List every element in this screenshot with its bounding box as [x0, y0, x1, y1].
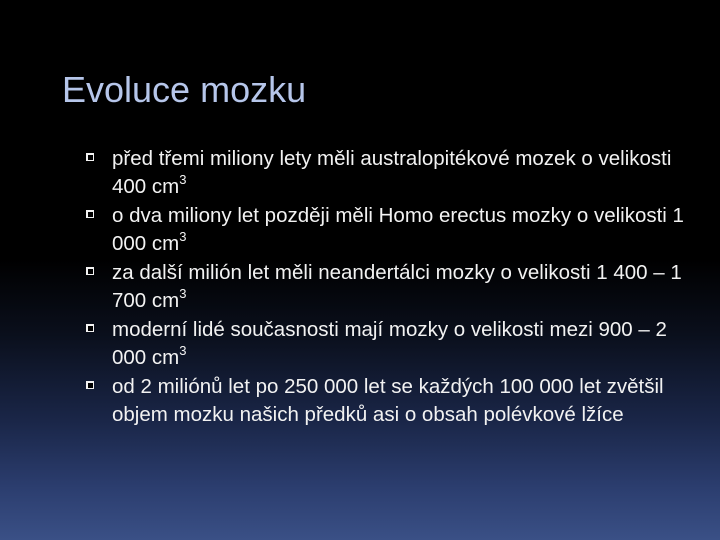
- bullet-superscript: 3: [179, 343, 187, 358]
- bullet-item: [86, 202, 692, 258]
- bullet-superscript: 3: [179, 286, 187, 301]
- bullet-superscript: 3: [179, 229, 187, 244]
- bullet-item: [86, 316, 692, 372]
- bullet-text: za další milión let měli neandertálci mozky o velikosti 1 400 – 1 700 cm: [112, 261, 682, 312]
- slide-title: Evoluce mozku: [62, 69, 307, 110]
- bullet-list: [86, 145, 692, 430]
- bullet-text: moderní lidé současnosti mají mozky o velikosti mezi 900 – 2 000 cm: [112, 318, 667, 369]
- square-bullet-icon: [86, 153, 94, 161]
- bullet-superscript: 3: [179, 172, 187, 187]
- bullet-item: [86, 145, 692, 201]
- bullet-text: o dva miliony let později měli Homo erectus mozky o velikosti 1 000 cm: [112, 204, 684, 255]
- square-bullet-icon: [86, 210, 94, 218]
- square-bullet-icon: [86, 324, 94, 332]
- bullet-text: před třemi miliony lety měli australopitékové mozek o velikosti 400 cm: [112, 147, 672, 198]
- square-bullet-icon: [86, 381, 94, 389]
- square-bullet-icon: [86, 267, 94, 275]
- bullet-text: od 2 miliónů let po 250 000 let se každých 100 000 let zvětšil objem mozku našich předků asi o obsah polévkové lžíce: [112, 375, 664, 426]
- bullet-item: [86, 373, 692, 429]
- bullet-item: [86, 259, 692, 315]
